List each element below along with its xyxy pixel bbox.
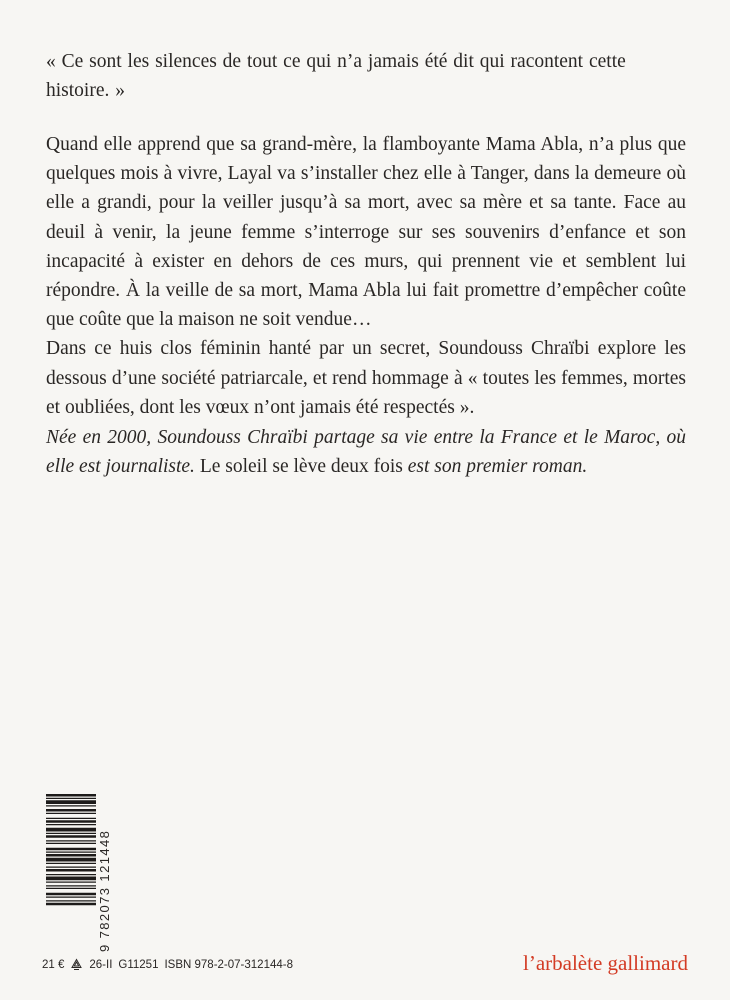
barcode-bar: [46, 858, 96, 862]
barcode-bar: [46, 863, 96, 864]
barcode-bar: [46, 813, 96, 814]
book-summary: [46, 130, 686, 422]
book-title: Le soleil se lève deux fois: [199, 456, 403, 478]
barcode-bar: [46, 888, 96, 889]
barcode-bar: [46, 843, 96, 844]
print-code: 26-II: [89, 958, 113, 971]
barcode-bar: [46, 840, 96, 841]
barcode-bar: [46, 800, 96, 804]
barcode-bar: [46, 854, 96, 857]
barcode: [42, 792, 102, 952]
isbn: ISBN 978-2-07-312144-8: [164, 958, 293, 971]
catalog-code: G11251: [118, 958, 159, 971]
barcode-bar: [46, 820, 96, 823]
barcode-bar: [46, 848, 96, 851]
barcode-bar: [46, 824, 96, 825]
barcode-bar: [46, 867, 96, 868]
barcode-bar: [46, 833, 96, 834]
barcode-bar: [46, 794, 96, 797]
author-bio-text: Née en 2000, Soundouss Chraïbi partage sa vie entre la France et le Maroc, où elle est journaliste.: [46, 427, 686, 478]
barcode-bar: [46, 877, 96, 881]
author-bio-text: est son premier roman.: [407, 456, 588, 478]
barcode-bar: [46, 900, 96, 901]
barcode-bar: [46, 809, 96, 812]
barcode-bar: [46, 874, 96, 875]
recycle-logo-icon: [70, 958, 83, 971]
barcode-bar: [46, 798, 96, 799]
barcode-bar: [46, 869, 96, 872]
barcode-bar: [46, 885, 96, 886]
barcode-bar: [46, 882, 96, 883]
summary-paragraph: Quand elle apprend que sa grand-mère, la flamboyante Mama Abla, n’a plus que quelques mois à vivre, Layal va s’installer chez elle à Tanger, dans la demeure où elle a grandi, pour la veiller jusqu’à sa mort, avec sa mère et sa tante. Face au deuil à venir, la jeune femme s’interroge sur ses souvenirs d’enfance et son incapacité à exister en dehors de ces murs, qui prennent vie et semblent lui répondre. À la veille de sa mort, Mama Abla lui fait promettre d’empêcher coûte que coûte que la maison ne soit vendue…: [46, 134, 686, 331]
barcode-number: 9 782073 121448: [97, 829, 112, 952]
barcode-bar: [46, 903, 96, 906]
barcode-bar: [46, 818, 96, 819]
barcode-bar: [46, 835, 96, 838]
barcode-bar: [46, 893, 96, 896]
summary-paragraph: Dans ce huis clos féminin hanté par un secret, Soundouss Chraïbi explore les dessous d’une société patriarcale, et rend hommage à « toutes les femmes, mortes et oubliées, dont les vœux n’ont jamais été respectés ».: [46, 338, 686, 418]
price: 21 €: [42, 958, 65, 971]
publisher-logo: l’arbalète gallimard: [523, 951, 688, 975]
barcode-bar: [46, 828, 96, 832]
footer-codes: [42, 958, 293, 971]
barcode-bar: [46, 897, 96, 898]
barcode-bar: [46, 852, 96, 853]
epigraph-quote: « Ce sont les silences de tout ce qui n’a jamais été dit qui racontent cette histoire. »: [46, 51, 626, 101]
author-bio: [46, 423, 686, 481]
barcode-bar: [46, 805, 96, 806]
